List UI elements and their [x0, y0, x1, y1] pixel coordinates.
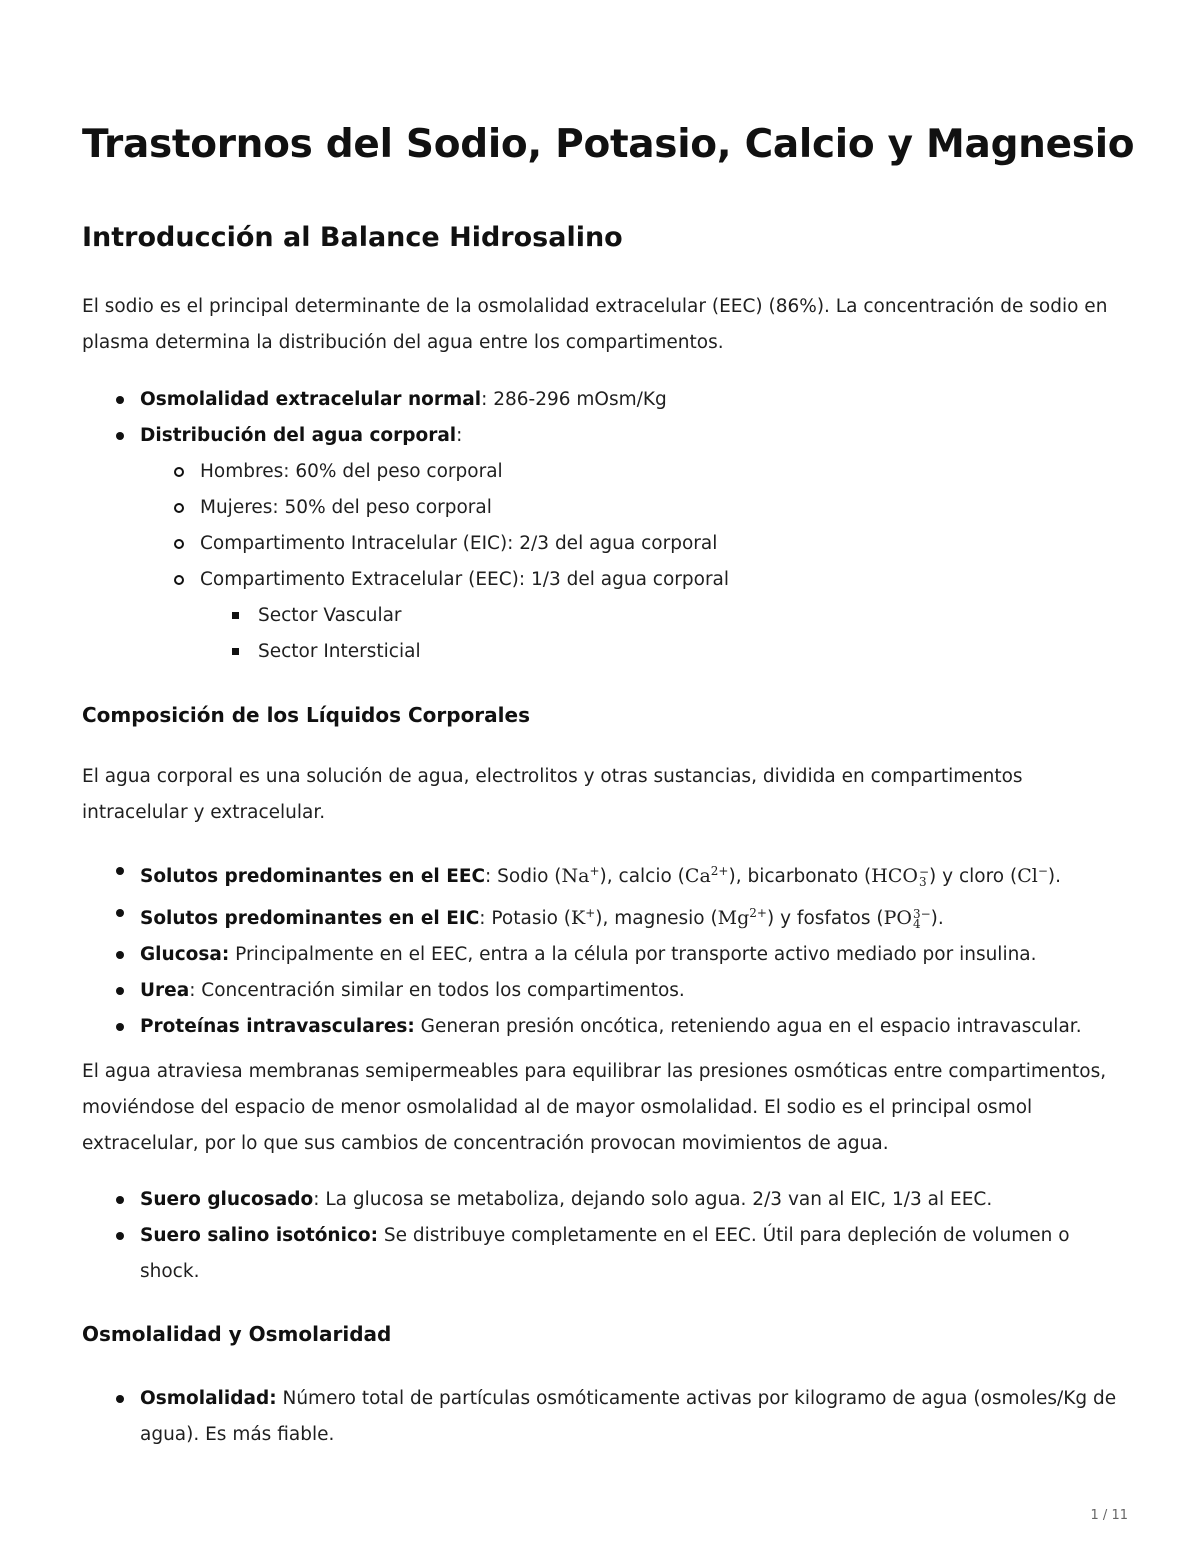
- osmolalidad-list: [82, 1381, 1122, 1453]
- list-item: Distribución del agua corporal:: [82, 418, 1122, 454]
- bullet-icon: [116, 1395, 124, 1403]
- list-item: Sector Intersticial: [82, 634, 1122, 670]
- circle-bullet-icon: [174, 575, 184, 585]
- list-item: Sector Vascular: [82, 598, 1122, 634]
- bullet-icon: [116, 1196, 124, 1204]
- square-bullet-icon: [232, 648, 239, 655]
- circle-bullet-icon: [174, 503, 184, 513]
- bullet-icon: [116, 987, 124, 995]
- list-item: Compartimento Intracelular (EIC): 2/3 del agua corporal: [82, 526, 1122, 562]
- list-item: Compartimento Extracelular (EEC): 1/3 del agua corporal: [82, 562, 1122, 598]
- bullet-icon: [116, 1023, 124, 1031]
- list-item: Osmolalidad extracelular normal: 286-296 mOsm/Kg: [82, 382, 1122, 418]
- list-item: Proteínas intravasculares: Generan presión oncótica, reteniendo agua en el espacio intravascular.: [82, 1009, 1122, 1045]
- list-item: Hombres: 60% del peso corporal: [82, 454, 1122, 490]
- solutos-list: [82, 853, 1122, 1045]
- list-item: Osmolalidad: Número total de partículas osmóticamente activas por kilogramo de agua (osmoles/Kg de agua). Es más fiable.: [82, 1381, 1122, 1453]
- list-item: Mujeres: 50% del peso corporal: [82, 490, 1122, 526]
- list-item: Suero glucosado: La glucosa se metaboliza, dejando solo agua. 2/3 van al EIC, 1/3 al EEC.: [82, 1182, 1122, 1218]
- circle-bullet-icon: [174, 467, 184, 477]
- list-item: Glucosa: Principalmente en el EEC, entra a la célula por transporte activo mediado por insulina.: [82, 937, 1122, 973]
- bullet-icon: [116, 396, 124, 404]
- composicion-paragraph: El agua corporal es una solución de agua, electrolitos y otras sustancias, dividida en compartimentos intracelular y extracelular.: [82, 766, 1023, 823]
- section-heading-balance: Introducción al Balance Hidrosalino: [82, 222, 623, 253]
- balance-list: [82, 382, 1122, 670]
- list-item: Urea: Concentración similar en todos los compartimentos.: [82, 973, 1122, 1009]
- bullet-icon: [116, 951, 124, 959]
- bullet-icon: [116, 867, 124, 875]
- osmosis-paragraph: El agua atraviesa membranas semipermeables para equilibrar las presiones osmóticas entre compartimentos, moviéndose del espacio de menor osmolalidad al de mayor osmolalidad. El sodio es el principal osmol extracelular, por lo que sus cambios de concentración provocan movimientos de agua.: [82, 1061, 1107, 1154]
- section-heading-composicion: Composición de los Líquidos Corporales: [82, 703, 530, 727]
- list-item: Solutos predominantes en el EIC: Potasio (K+), magnesio $(Mg^{2+})$ y fosfatos (PO 3− 4 ).: [82, 895, 1122, 937]
- square-bullet-icon: [232, 612, 239, 619]
- section-heading-osmolalidad: Osmolalidad y Osmolaridad: [82, 1322, 392, 1346]
- bullet-icon: [116, 1232, 124, 1240]
- document-title: Trastornos del Sodio, Potasio, Calcio y Magnesio: [82, 122, 1135, 167]
- list-item: Solutos predominantes en el EEC: Sodio (Na+), calcio $(Ca^{2+})$, bicarbonato (HCO − 3 ) y cloro (Cl−).: [82, 853, 1122, 895]
- bullet-icon: [116, 432, 124, 440]
- page-number: 1 / 11: [1090, 1508, 1128, 1523]
- sueros-list: [82, 1182, 1122, 1290]
- circle-bullet-icon: [174, 539, 184, 549]
- list-item: Suero salino isotónico: Se distribuye completamente en el EEC. Útil para depleción de volumen o shock.: [82, 1218, 1122, 1290]
- bullet-icon: [116, 909, 124, 917]
- intro-paragraph: El sodio es el principal determinante de la osmolalidad extracelular (EEC) (86%). La concentración de sodio en plasma determina la distribución del agua entre los compartimentos.: [82, 296, 1108, 353]
